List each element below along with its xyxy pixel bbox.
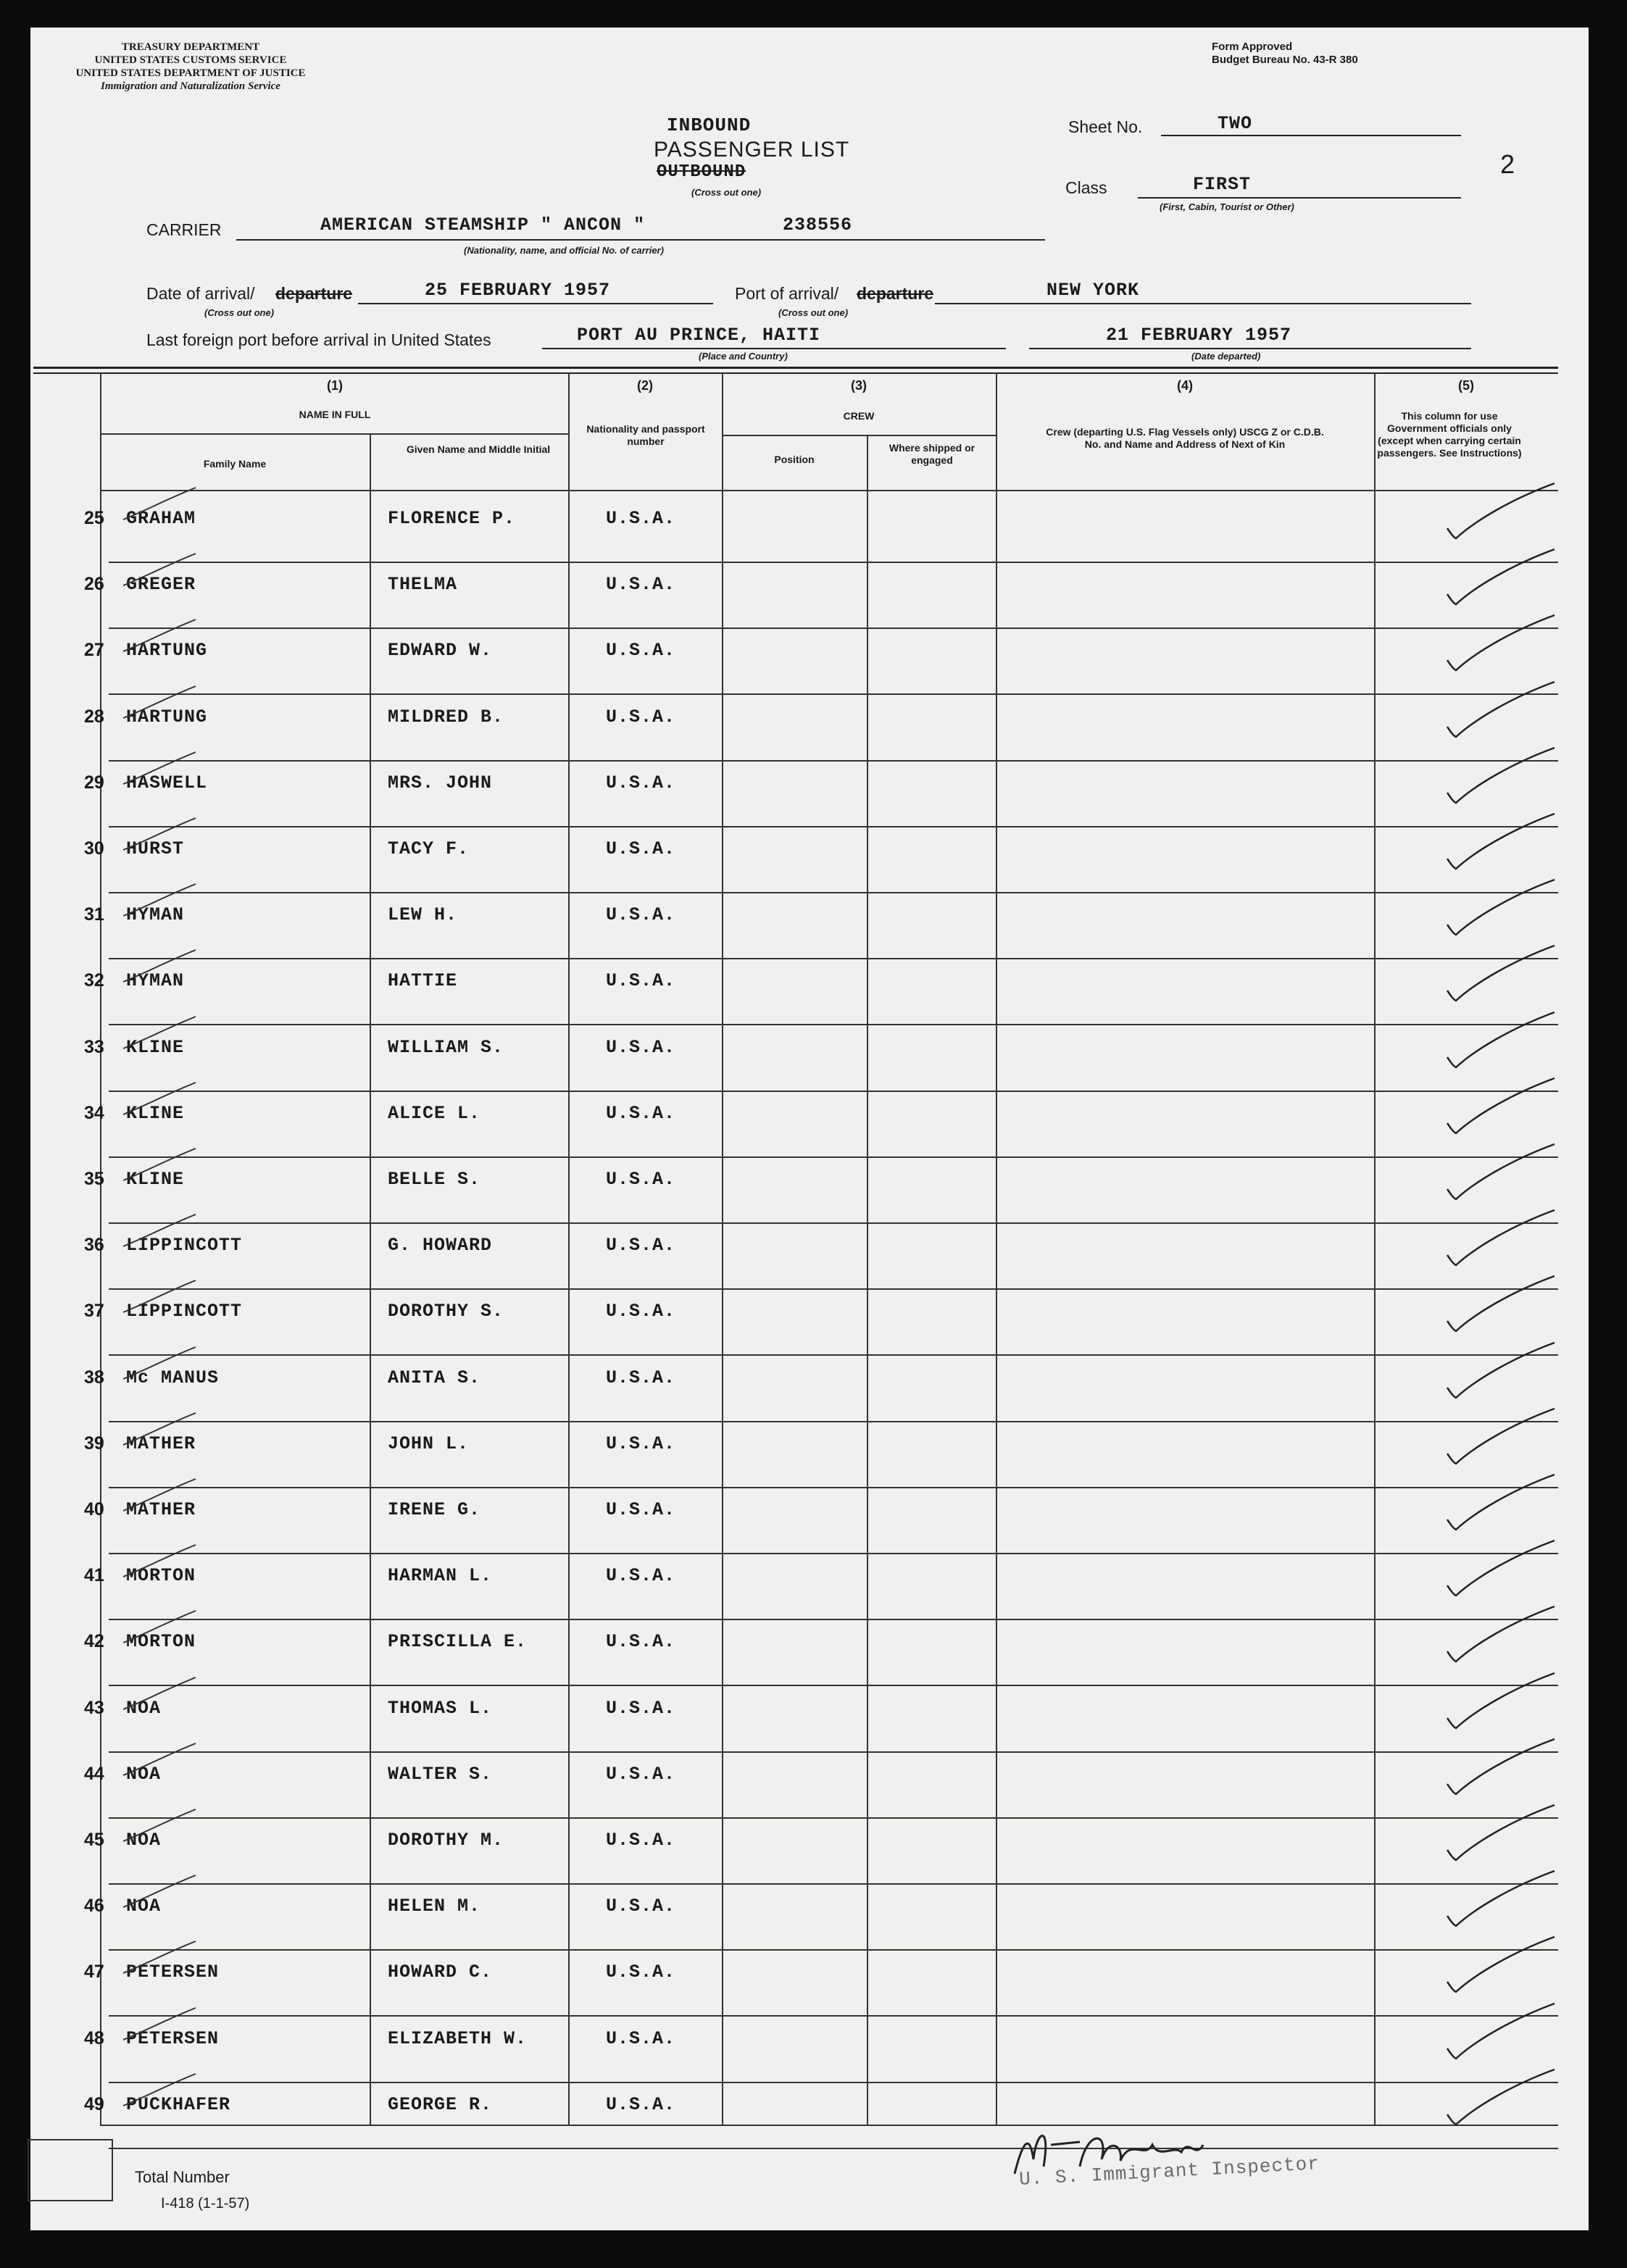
- table-row: [0, 1621, 1627, 1687]
- given-name: ANITA S.: [388, 1367, 481, 1388]
- tick-stroke-icon: [116, 1475, 203, 1518]
- check-mark-icon: [1431, 543, 1562, 616]
- tick-stroke-icon: [116, 1805, 203, 1848]
- row-number: 28: [84, 706, 104, 727]
- given-name: JOHN L.: [388, 1433, 470, 1454]
- row-number: 38: [84, 1367, 104, 1388]
- row-number: 37: [84, 1301, 104, 1322]
- class-value: FIRST: [1193, 174, 1252, 195]
- total-number-box: [28, 2139, 113, 2201]
- check-mark-icon: [1431, 1535, 1562, 1607]
- check-mark-icon: [1431, 940, 1562, 1012]
- row-number: 47: [84, 1961, 104, 1983]
- family-name: MORTON: [126, 1631, 196, 1653]
- nationality: U.S.A.: [606, 904, 676, 926]
- check-mark-icon: [1431, 1865, 1562, 1938]
- row-rule: [109, 2148, 1558, 2149]
- tick-stroke-icon: [116, 615, 203, 659]
- tick-stroke-icon: [116, 1937, 203, 1980]
- nationality: U.S.A.: [606, 1961, 676, 1983]
- given-name: HARMAN L.: [388, 1565, 493, 1587]
- carrier-label: CARRIER: [146, 220, 222, 239]
- crew-subheader-rule: [722, 435, 996, 436]
- row-number: 35: [84, 1169, 104, 1189]
- table-row: [0, 1093, 1627, 1159]
- row-rule: [109, 628, 1558, 629]
- row-number: 31: [84, 904, 104, 925]
- table-top-rule-2: [33, 372, 1558, 374]
- table-row: [0, 1885, 1627, 1951]
- table-row: [0, 1688, 1627, 1754]
- nationality: U.S.A.: [606, 1631, 676, 1653]
- col-given-name: Given Name and Middle Initial: [406, 443, 551, 455]
- family-name: HARTUNG: [126, 640, 208, 662]
- col3-title: CREW: [843, 410, 875, 422]
- check-mark-icon: [1431, 1204, 1562, 1277]
- nationality: U.S.A.: [606, 508, 676, 529]
- nationality: U.S.A.: [606, 2027, 676, 2049]
- nationality: U.S.A.: [606, 1697, 676, 1719]
- port-of-arrival-label: Port of arrival/: [735, 284, 839, 303]
- nationality: U.S.A.: [606, 1896, 676, 1917]
- port-departure-crossed: departure: [857, 284, 934, 303]
- nationality: U.S.A.: [606, 1565, 676, 1587]
- row-rule: [109, 1156, 1558, 1158]
- tick-stroke-icon: [116, 2069, 203, 2113]
- nationality: U.S.A.: [606, 574, 676, 596]
- table-row: [0, 762, 1627, 828]
- family-name: Mc MANUS: [126, 1367, 220, 1388]
- nationality: U.S.A.: [606, 1301, 676, 1322]
- table-row: [0, 894, 1627, 960]
- carrier-note: (Nationality, name, and official No. of carrier): [464, 245, 664, 256]
- given-name: PRISCILLA E.: [388, 1631, 528, 1653]
- cross-out-note: (Cross out one): [691, 187, 762, 198]
- table-row: [0, 630, 1627, 696]
- row-number: 26: [84, 574, 104, 595]
- row-rule: [109, 1487, 1558, 1488]
- nationality: U.S.A.: [606, 1433, 676, 1454]
- row-rule: [109, 1553, 1558, 1554]
- family-name: MATHER: [126, 1433, 196, 1454]
- family-name: PUCKHAFER: [126, 2093, 231, 2115]
- given-name: WALTER S.: [388, 1763, 493, 1785]
- family-name: PETERSEN: [126, 2027, 220, 2049]
- row-number: 40: [84, 1499, 104, 1519]
- check-mark-icon: [1431, 1337, 1562, 1409]
- col4-title: Crew (departing U.S. Flag Vessels only) USCG Z or C.D.B. No. and Name and Address of Next of Kin: [1046, 426, 1324, 450]
- given-name: EDWARD W.: [388, 640, 493, 662]
- col-position: Position: [774, 454, 815, 465]
- page-number: 2: [1500, 149, 1515, 179]
- table-row: [0, 1423, 1627, 1489]
- row-number: 30: [84, 838, 104, 859]
- tick-stroke-icon: [116, 1343, 203, 1386]
- total-number-label: Total Number: [135, 2168, 230, 2186]
- tick-stroke-icon: [116, 682, 203, 725]
- row-number: 36: [84, 1235, 104, 1256]
- row-number: 34: [84, 1102, 104, 1123]
- family-name: HYMAN: [126, 904, 185, 926]
- port-of-arrival-value: NEW YORK: [1046, 280, 1140, 301]
- table-row: [0, 498, 1627, 564]
- check-mark-icon: [1431, 1799, 1562, 1872]
- given-name: HELEN M.: [388, 1896, 481, 1917]
- table-row: [0, 1754, 1627, 1819]
- page-title: PASSENGER LIST: [654, 138, 850, 162]
- check-mark-icon: [1431, 1006, 1562, 1079]
- list-type-crossed: OUTBOUND: [657, 162, 746, 182]
- class-underline: [1138, 197, 1461, 199]
- nationality: U.S.A.: [606, 838, 676, 859]
- col2-title: Nationality and passport number: [586, 423, 705, 447]
- date-cross-note: (Cross out one): [204, 307, 275, 318]
- class-label: Class: [1065, 178, 1107, 197]
- form-approved-line: Form Approved: [1212, 41, 1293, 53]
- tick-stroke-icon: [116, 1673, 203, 1717]
- tick-stroke-icon: [116, 748, 203, 791]
- port-underline: [935, 303, 1471, 304]
- given-name: ELIZABETH W.: [388, 2027, 528, 2049]
- check-mark-icon: [1431, 1733, 1562, 1806]
- row-rule: [109, 1685, 1558, 1686]
- header-bottom-rule: [100, 490, 1558, 491]
- row-number: 42: [84, 1631, 104, 1652]
- nationality: U.S.A.: [606, 772, 676, 793]
- date-of-arrival-value: 25 FEBRUARY 1957: [425, 280, 611, 301]
- given-name: HOWARD C.: [388, 1961, 493, 1983]
- nationality: U.S.A.: [606, 1830, 676, 1851]
- form-approval: [1212, 41, 1400, 67]
- family-name: HYMAN: [126, 970, 185, 992]
- check-mark-icon: [1431, 1931, 1562, 2004]
- given-name: HATTIE: [388, 970, 458, 992]
- table-row: [0, 1951, 1627, 2017]
- check-mark-icon: [1431, 2064, 1562, 2136]
- check-mark-icon: [1431, 1403, 1562, 1475]
- row-rule: [109, 693, 1558, 695]
- check-mark-icon: [1431, 609, 1562, 682]
- date-of-arrival-label: Date of arrival/: [146, 284, 255, 303]
- given-name: LEW H.: [388, 904, 458, 926]
- row-number: 27: [84, 640, 104, 661]
- given-name: TACY F.: [388, 838, 470, 859]
- check-mark-icon: [1431, 1601, 1562, 1673]
- given-name: FLORENCE P.: [388, 508, 516, 529]
- row-number: 49: [84, 2093, 104, 2114]
- date-underline: [358, 303, 713, 304]
- check-mark-icon: [1431, 1138, 1562, 1211]
- table-row: [0, 1819, 1627, 1885]
- family-name: NOA: [126, 1697, 162, 1719]
- row-number: 43: [84, 1697, 104, 1718]
- form-number: I-418 (1-1-57): [161, 2196, 250, 2211]
- given-name: DOROTHY M.: [388, 1830, 504, 1851]
- class-note: (First, Cabin, Tourist or Other): [1160, 201, 1294, 212]
- row-rule: [109, 1024, 1558, 1025]
- date-departed-value: 21 FEBRUARY 1957: [1106, 325, 1292, 346]
- family-name: NOA: [126, 1896, 162, 1917]
- table-row: [0, 1291, 1627, 1356]
- agency-line: UNITED STATES CUSTOMS SERVICE: [94, 54, 287, 66]
- check-mark-icon: [1431, 1667, 1562, 1740]
- row-rule: [109, 1222, 1558, 1224]
- given-name: MILDRED B.: [388, 706, 504, 727]
- row-number: 41: [84, 1565, 104, 1586]
- given-name: IRENE G.: [388, 1499, 481, 1520]
- row-rule: [109, 958, 1558, 959]
- last-port-value: PORT AU PRINCE, HAITI: [577, 325, 821, 346]
- table-row: [0, 1489, 1627, 1555]
- row-rule: [109, 1817, 1558, 1819]
- family-name: PETERSEN: [126, 1961, 220, 1983]
- table-row: [0, 564, 1627, 630]
- nationality: U.S.A.: [606, 706, 676, 727]
- family-name: LIPPINCOTT: [126, 1301, 243, 1322]
- nationality: U.S.A.: [606, 1367, 676, 1388]
- row-number: 29: [84, 772, 104, 793]
- nationality: U.S.A.: [606, 1169, 676, 1190]
- family-name: HURST: [126, 838, 185, 859]
- agency-line: Immigration and Naturalization Service: [101, 80, 280, 92]
- col4-number: (4): [1177, 378, 1193, 393]
- family-name: HASWELL: [126, 772, 208, 793]
- row-rule: [109, 892, 1558, 893]
- check-mark-icon: [1431, 676, 1562, 749]
- tick-stroke-icon: [116, 1409, 203, 1452]
- last-port-underline: [542, 348, 1006, 349]
- family-name: NOA: [126, 1830, 162, 1851]
- nationality: U.S.A.: [606, 640, 676, 662]
- row-rule: [109, 760, 1558, 762]
- row-number: 46: [84, 1896, 104, 1917]
- family-name: NOA: [126, 1763, 162, 1785]
- row-rule: [109, 1949, 1558, 1951]
- row-rule: [109, 1619, 1558, 1620]
- family-name: HARTUNG: [126, 706, 208, 727]
- row-rule: [109, 1091, 1558, 1092]
- port-cross-note: (Cross out one): [778, 307, 849, 318]
- place-note: (Place and Country): [699, 351, 788, 362]
- row-rule: [109, 562, 1558, 563]
- check-mark-icon: [1431, 742, 1562, 814]
- table-row: [0, 828, 1627, 894]
- row-number: 39: [84, 1433, 104, 1454]
- date-departure-crossed: departure: [275, 284, 353, 303]
- family-name: MATHER: [126, 1499, 196, 1520]
- check-mark-icon: [1431, 808, 1562, 880]
- family-name: KLINE: [126, 1169, 185, 1190]
- row-rule: [109, 826, 1558, 827]
- tick-stroke-icon: [116, 1739, 203, 1783]
- col-family-name: Family Name: [203, 458, 267, 470]
- row-rule: [109, 2082, 1558, 2083]
- sheet-label: Sheet No.: [1068, 117, 1143, 136]
- row-number: 48: [84, 2027, 104, 2048]
- nationality: U.S.A.: [606, 1763, 676, 1785]
- table-row: [0, 1555, 1627, 1621]
- row-rule: [109, 1288, 1558, 1290]
- row-number: 25: [84, 508, 104, 528]
- check-mark-icon: [1431, 1072, 1562, 1145]
- given-name: G. HOWARD: [388, 1235, 493, 1256]
- check-mark-icon: [1431, 1469, 1562, 1541]
- col1-title: NAME IN FULL: [299, 409, 371, 420]
- tick-stroke-icon: [116, 483, 203, 527]
- check-mark-icon: [1431, 1270, 1562, 1343]
- nationality: U.S.A.: [606, 1499, 676, 1520]
- date-departed-underline: [1029, 348, 1471, 349]
- agency-line: UNITED STATES DEPARTMENT OF JUSTICE: [75, 67, 306, 79]
- check-mark-icon: [1431, 478, 1562, 550]
- tick-stroke-icon: [116, 1012, 203, 1056]
- row-rule: [109, 1883, 1558, 1885]
- table-row: [0, 960, 1627, 1026]
- table-row: [0, 2018, 1627, 2084]
- inspector-stamp: U. S. Immigrant Inspector: [1018, 2153, 1320, 2190]
- tick-stroke-icon: [116, 1144, 203, 1188]
- table-row: [0, 1225, 1627, 1291]
- col5-title: This column for use Government officials only (except when carrying certain passengers. See Instructions): [1377, 410, 1522, 459]
- row-rule: [109, 1421, 1558, 1422]
- col1-number: (1): [327, 378, 343, 393]
- family-name: LIPPINCOTT: [126, 1235, 243, 1256]
- given-name: DOROTHY S.: [388, 1301, 504, 1322]
- tick-stroke-icon: [116, 1871, 203, 1914]
- row-rule: [109, 2015, 1558, 2017]
- col5-number: (5): [1458, 378, 1474, 393]
- col2-number: (2): [637, 378, 653, 393]
- budget-bureau-line: Budget Bureau No. 43-R 380: [1212, 54, 1358, 66]
- tick-stroke-icon: [116, 814, 203, 857]
- table-row: [0, 2084, 1627, 2150]
- tick-stroke-icon: [116, 880, 203, 926]
- tick-stroke-icon: [116, 1078, 203, 1122]
- nationality: U.S.A.: [606, 1235, 676, 1256]
- table-row: [0, 1027, 1627, 1093]
- family-name: KLINE: [126, 1036, 185, 1058]
- family-name: MORTON: [126, 1565, 196, 1587]
- nationality: U.S.A.: [606, 1036, 676, 1058]
- tick-stroke-icon: [116, 1210, 203, 1254]
- sheet-value: TWO: [1218, 113, 1253, 134]
- given-name: THELMA: [388, 574, 458, 596]
- row-number: 32: [84, 970, 104, 991]
- table-row: [0, 1159, 1627, 1225]
- carrier-underline: [236, 239, 1045, 241]
- family-name: GREGER: [126, 574, 196, 596]
- given-name: ALICE L.: [388, 1102, 481, 1124]
- last-port-label: Last foreign port before arrival in United States: [146, 330, 491, 349]
- nationality: U.S.A.: [606, 2093, 676, 2115]
- family-name: KLINE: [126, 1102, 185, 1124]
- given-name: THOMAS L.: [388, 1697, 493, 1719]
- date-departed-note: (Date departed): [1191, 351, 1261, 362]
- table-top-rule: [33, 367, 1558, 369]
- tick-stroke-icon: [116, 549, 203, 596]
- table-row: [0, 1357, 1627, 1423]
- row-rule: [109, 1751, 1558, 1753]
- given-name: WILLIAM S.: [388, 1036, 504, 1058]
- row-number: 45: [84, 1830, 104, 1850]
- list-type: INBOUND: [667, 114, 752, 136]
- tick-stroke-icon: [116, 1606, 203, 1653]
- tick-stroke-icon: [116, 2004, 203, 2047]
- agency-block: [20, 41, 361, 93]
- col-where-shipped: Where shipped or engaged: [889, 442, 975, 466]
- row-number: 44: [84, 1763, 104, 1784]
- col3-number: (3): [851, 378, 867, 393]
- given-name: BELLE S.: [388, 1169, 481, 1190]
- carrier-official-no: 238556: [783, 214, 853, 235]
- name-subheader-rule: [100, 433, 570, 435]
- given-name: MRS. JOHN: [388, 772, 493, 793]
- family-name: GRAHAM: [126, 508, 196, 529]
- tick-stroke-icon: [116, 1276, 203, 1319]
- check-mark-icon: [1431, 874, 1562, 946]
- nationality: U.S.A.: [606, 1102, 676, 1124]
- check-mark-icon: [1431, 1998, 1562, 2070]
- given-name: GEORGE R.: [388, 2093, 493, 2115]
- tick-stroke-icon: [116, 946, 203, 992]
- row-number: 33: [84, 1036, 104, 1057]
- table-row: [0, 696, 1627, 762]
- nationality: U.S.A.: [606, 970, 676, 992]
- carrier-name: AMERICAN STEAMSHIP " ANCON ": [320, 214, 646, 235]
- tick-stroke-icon: [116, 1541, 203, 1587]
- sheet-underline: [1161, 135, 1461, 136]
- agency-line: TREASURY DEPARTMENT: [121, 41, 260, 53]
- row-rule: [109, 1354, 1558, 1356]
